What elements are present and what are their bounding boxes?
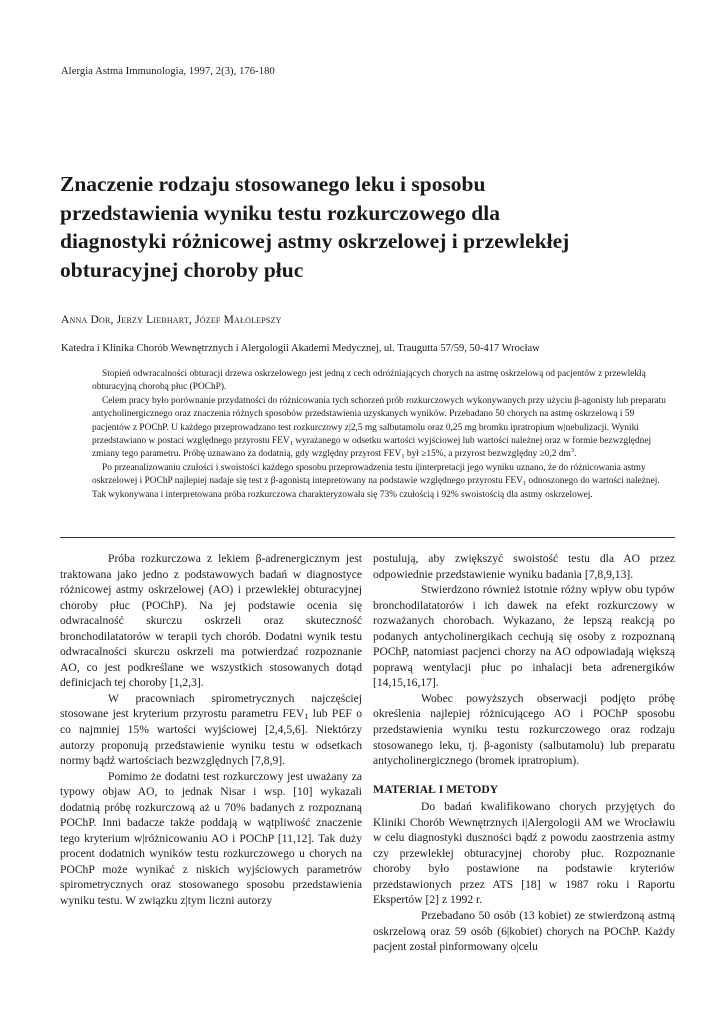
abstract-text: Po przeanalizowaniu czułości i swoistości każdego sposobu przeprowadzenia testu i|interpretacji jego wyniku uznano, że do różnicowania astmy oskrzelowej i POChP najlepiej nadaje się test z β-agonistą intepretowany na podstawie względnego przyrostu FEV	[92, 462, 646, 487]
title-line: obturacyjnej choroby płuc	[60, 257, 304, 282]
body-paragraph: postulują, aby zwiększyć swoistość testu dla AO przez odpowiednie przedstawienie wyniku badania [7,8,9,13].	[373, 552, 675, 581]
authors: Anna Dor, Jerzy Liebhart, Józef Małolepszy	[61, 314, 282, 326]
body-paragraph: Pomimo że dodatni test rozkurczowy jest uważany za typowy objaw AO, to jednak Nisar i wsp. [10] wykazali dodatnią próbę rozkurczową aż u 70% badanych z rozpoznaną POChP. Inni badacze także poddają w wątpliwość znaczenie tego kryterium w|różnicowaniu AO i POChP [11,12]. Tak duży procent dodatnich wyników testu rozkurczowego u chorych na POChP może wynikać z niskich wyjściowych parametrów spirometrycznych oraz stosowanego sposobu przedstawienia wyniku testu. W związku z|tym liczni autorzy	[60, 769, 362, 908]
title-line: Znaczenie rodzaju stosowanego leku i sposobu	[60, 172, 486, 196]
abstract-text: Celem pracy było porównanie przydatności do różnicowania tych schorzeń prób rozkurczowych wykonywanych przy użyciu β-agonisty lub preparatu antycholinergicznego oraz znaczenia różnych sposobów przedstawienia uzyskanych wyników. Przebadano 50 chorych na astmę oskrzelową i 59 pacjentów z POChP. U każdego przeprowadzano test rozkurczowy z|2,5 mg salbutamolu oraz 0,25 mg bromku ipratropium w|nebulizacji. Wyniki przedstawiano w postaci względnego przyrostu FEV	[92, 395, 666, 447]
abstract-text: odnoszonego do wartości należnej. Tak wykonywana i interpretowana próba rozkurczowa charakteryzowała się 73% czułością i 92% swoistością dla astmy oskrzelowej.	[92, 476, 660, 500]
body-paragraph: Przebadano 50 osób (13 kobiet) ze stwierdzoną astmą oskrzelową oraz 59 osób (6|kobiet) chorych na POChP. Każdy pacjent został pinformowany o|celu	[373, 909, 675, 954]
title-line: przedstawienia wyniku testu rozkurczowego dla	[60, 200, 500, 225]
journal-citation: Alergia Astma Immunologia, 1997, 2(3), 176-180	[61, 66, 275, 77]
subscript: 1	[304, 712, 309, 722]
body-text: W pracowniach spirometrycznych najczęściej stosowane jest kryterium przyrostu parametru FEV	[60, 691, 362, 721]
abstract-paragraph	[92, 462, 674, 502]
title-line: diagnostyki różnicowej astmy oskrzelowej i przewlekłej	[60, 229, 570, 253]
body-column-right	[373, 551, 675, 955]
body-paragraph: Do badań kwalifikowano chorych przyjętych do Kliniki Chorób Wewnętrznych i|Alergologii AM we Wrocławiu w celu diagnostyki duszności bądź z powodu zaostrzenia astmy czy przewlekłej obturacyjnej choroby płuc. Rozpoznanie choroby było postawione na podstawie kryteriów przedstawionych przez ATS [18] w 1987 roku i Raportu Ekspertów [2] z 1992 r.	[373, 800, 675, 907]
article-title	[60, 170, 670, 284]
section-heading: MATERIAŁ I METODY	[373, 782, 499, 796]
abstract-text: wyrażanego w odsetku wartości wyjściowej lub wartości należnej oraz w formie bezwzględnej zmiany tego parametru. Próbę uznawano za dodatnią, gdy względny przyrost FEV	[92, 436, 652, 460]
body-paragraph	[60, 691, 362, 769]
abstract	[92, 368, 674, 502]
superscript: 3	[570, 447, 575, 455]
subscript: 1	[401, 453, 405, 461]
abstract-text: był ≥15%, a przyrost bezwzględny ≥0,2 dm	[404, 449, 571, 460]
abstract-paragraph: Stopień odwracalności obturacji drzewa oskrzelowego jest jedną z cech odróżniających chorych na astmę oskrzelową od pacjentów z przewlekłą obturacyjną chorobą płuc (POChP).	[92, 369, 646, 393]
body-column-left	[60, 551, 362, 909]
subscript: 1	[289, 440, 293, 448]
body-text: lub PEF o co najmniej 15% wartości wyjściowej [2,4,5,6]. Niektórzy autorzy proponują przedstawienie wyniku testu w odsetkach normy bądź wartościach bezwzględnych [7,8,9].	[60, 707, 362, 768]
abstract-paragraph: Celem pracy było porównanie przydatności do różnicowania tych schorzeń prób rozkurczowych wykonywanych przy użyciu β-agonisty lub preparatu antycholinergicznego oraz znaczenia różnych sposobów przedstawienia uzyskanych wyników. Przebadano 50 chorych na astmę oskrzelową i 59 pacjentów z POChP. U każdego przeprowadzano test rozkurczowy z|2,5 mg salbutamolu oraz 0,25 mg bromku ipratropium w|nebulizacji. Wyniki przedstawiano w postaci względnego przyrostu $FEV_1$ wyrażanego w odsetku wartości wyjściowej lub wartości należnej oraz w formie bezwzględnej zmiany tego parametru. Próbę uznawano za dodatnią, gdy względny przyrost $FEV_1$ był ≥15%, a przyrost bezwzględny ≥0,2 $dm^3$.	[92, 395, 666, 461]
body-paragraph: Próba rozkurczowa z lekiem β-adrenergicznym jest traktowana jako jedno z podstawowych badań w diagnostyce różnicowej astmy oskrzelowej (AO) i przewlekłej obturacyjnej choroby płuc (POChP). Na jej podstawie ocenia się odwracalność skurczu oskrzeli oraz skuteczność bronchodilatatorów w terapii tych chorób. Dodatni wynik testu odwracalności skurczu oskrzeli ma potwierdzać rozpoznanie AO, co jest podkreślane we wszystkich stosowanych dotąd definicjach tej choroby [1,2,3].	[60, 552, 362, 690]
section-divider	[60, 537, 675, 538]
body-paragraph: Stwierdzono również istotnie różny wpływ obu typów bronchodilatatorów i ich dawek na efekt rozkurczowy w rozważanych chorobach. Wykazano, że lepszą reakcją po podanych antycholinergikach cechują się osoby z rozpoznaną POChP, natomiast pacjenci chorzy na AO odpowiadają większą poprawą wentylacji płuc po inhalacji beta adrenergików [14,15,16,17].	[373, 583, 675, 690]
affiliation: Katedra i Klinika Chorób Wewnętrznych i Alergologii Akademi Medycznej, ul. Traugutta 57/59, 50-417 Wrocław	[61, 343, 540, 354]
body-paragraph: Wobec powyższych obserwacji podjęto próbę określenia najlepiej różnicującego AO i POChP sposobu przedstawienia wyniku testu rozkurczowego oraz rodzaju stosowanego leku, tj. β-agonisty (salbutamolu) lub preparatu antycholinergicznego (bromek ipratropium).	[373, 691, 675, 768]
subscript: 1	[522, 480, 527, 488]
